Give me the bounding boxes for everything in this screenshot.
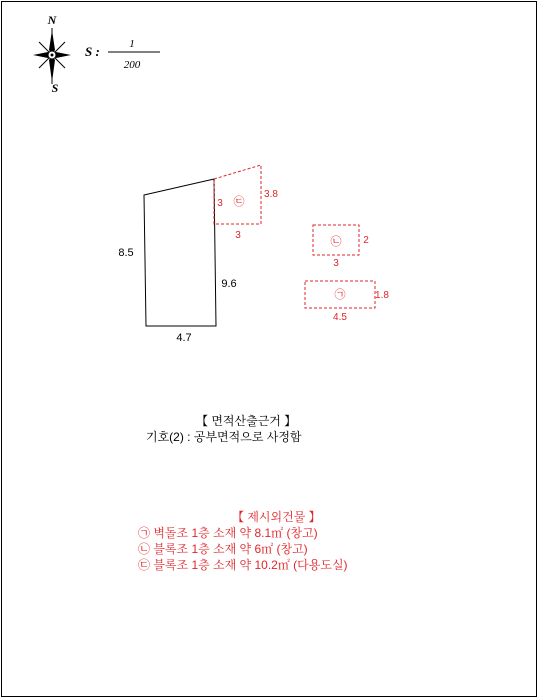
annex-2-dim-bottom: 3 bbox=[333, 258, 339, 269]
scale-prefix: S : bbox=[85, 44, 100, 59]
main-parcel-dim-right: 9.6 bbox=[221, 278, 237, 290]
scale-numerator: 1 bbox=[129, 38, 135, 50]
area-basis-title: 【 면적산출근거 】 bbox=[196, 414, 297, 428]
main-parcel-dim-bottom: 4.7 bbox=[176, 332, 192, 344]
compass-icon bbox=[33, 28, 71, 84]
excluded-buildings-title: 【 제시외건물 】 bbox=[232, 510, 321, 524]
annex-2-dim-right: 2 bbox=[363, 235, 369, 246]
annex-1-dim-bottom: 4.5 bbox=[333, 312, 347, 323]
excluded-building-item: ㉢ 블록조 1층 소재 약 10.2㎡ (다용도실) bbox=[138, 558, 348, 572]
excluded-building-item: ㉡ 블록조 1층 소재 약 6㎡ (창고) bbox=[138, 542, 308, 556]
annex-3-outline bbox=[214, 165, 261, 224]
scale-denominator: 200 bbox=[123, 59, 141, 71]
annex-2-symbol: ㉡ bbox=[330, 236, 342, 248]
main-parcel-dim-left: 8.5 bbox=[118, 247, 134, 259]
annex-3-dim-left: 3 bbox=[217, 198, 223, 209]
annex-1-symbol: ㉠ bbox=[334, 289, 346, 301]
annex-3-dim-right: 3.8 bbox=[264, 189, 278, 200]
compass-south-label: S bbox=[51, 81, 59, 95]
compass-north-label: N bbox=[47, 13, 57, 27]
area-basis-text: 기호(2) : 공부면적으로 사정함 bbox=[146, 430, 302, 444]
annex-3-dim-bottom: 3 bbox=[235, 230, 241, 241]
main-parcel-outline bbox=[144, 179, 216, 326]
annex-3-symbol: ㉢ bbox=[233, 196, 245, 208]
excluded-building-item: ㉠ 벽돌조 1층 소재 약 8.1㎡ (창고) bbox=[138, 526, 318, 540]
annex-1-dim-right: 1.8 bbox=[375, 290, 389, 301]
